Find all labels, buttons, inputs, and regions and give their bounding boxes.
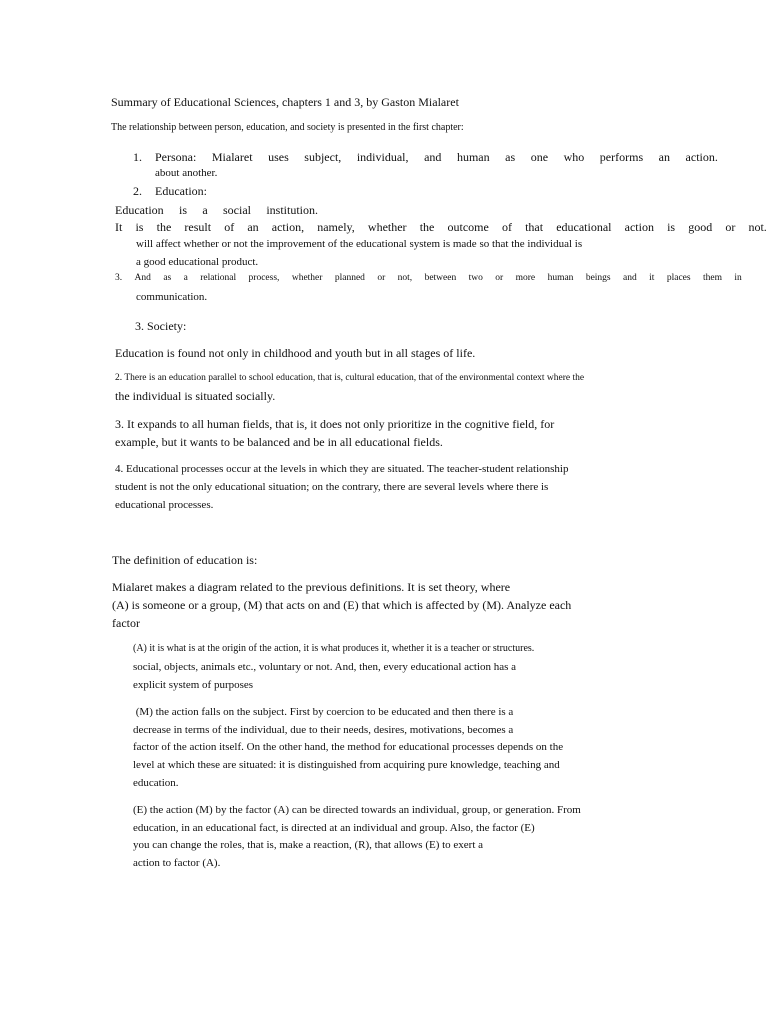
justified-word: human (456, 150, 490, 164)
justified-word: result (184, 220, 212, 234)
justified-word: good (688, 220, 713, 234)
justified-word: places (666, 273, 691, 283)
justified-word: beings (585, 273, 611, 283)
factor-m-line-5: education. (133, 777, 179, 789)
justified-word: a (202, 203, 208, 217)
justified-word: that (525, 220, 544, 234)
factor-e-line-2: education, in an educational fact, is directed at an individual and group. Also, the factor (E) (133, 822, 535, 834)
society-paragraph-2-line-2: the individual is situated socially. (115, 389, 276, 403)
factor-a-line-3: explicit system of purposes (133, 679, 254, 691)
society-paragraph-3-line-1: 3. It expands to all human fields, that is, it does not only prioritize in the cognitive field, for (115, 417, 555, 431)
justified-word: planned (334, 273, 365, 283)
justified-word: more (515, 273, 536, 283)
education-line-3 (115, 274, 742, 284)
factor-e-line-1: (E) the action (M) by the factor (A) can be directed towards an individual, group, or generation. From (133, 804, 581, 816)
justified-word: is (135, 220, 144, 234)
justified-word: And (134, 273, 151, 283)
justified-word: an (658, 150, 670, 164)
factor-m-line-4: level at which these are situated: it is distinguished from acquiring pure knowledge, teaching and (133, 759, 560, 771)
society-heading: 3. Society: (135, 319, 187, 333)
society-paragraph-1: Education is found not only in childhood and youth but in all stages of life. (115, 346, 476, 360)
justified-word: of (501, 220, 512, 234)
justified-word: as (163, 273, 172, 283)
justified-word: them (703, 273, 723, 283)
factor-e-line-4: action to factor (A). (133, 857, 221, 869)
justified-word: institution. (266, 203, 318, 217)
justified-word: relational (200, 273, 237, 283)
intro-line: The relationship between person, education, and society is presented in the first chapter: (111, 122, 464, 133)
society-paragraph-4-line-2: student is not the only educational situation; on the contrary, there are several levels where there is (115, 481, 549, 493)
justified-word: outcome (447, 220, 489, 234)
education-line-1 (115, 204, 318, 216)
justified-word: process, (248, 273, 280, 283)
justified-word: It (115, 220, 123, 234)
justified-word: individual, (356, 150, 409, 164)
justified-word: in (734, 273, 742, 283)
list-item-1-continuation: about another. (155, 167, 218, 179)
justified-word: who (563, 150, 585, 164)
education-line-2-cont-2: a good educational product. (136, 256, 259, 268)
factor-m-line-3: factor of the action itself. On the other hand, the method for educational processes depends on the (133, 741, 564, 753)
list-item-2-number: 2. (133, 184, 142, 198)
justified-word: between (424, 273, 457, 283)
justified-word: or (495, 273, 504, 283)
justified-word: action. (685, 150, 718, 164)
justified-word: it (649, 273, 655, 283)
justified-word: not. (748, 220, 767, 234)
education-line-2 (115, 221, 767, 233)
justified-word: an (247, 220, 259, 234)
justified-word: and (623, 273, 637, 283)
justified-word: is (178, 203, 187, 217)
definition-paragraph-line-1: Mialaret makes a diagram related to the previous definitions. It is set theory, where (112, 580, 511, 594)
education-line-3-cont: communication. (136, 291, 208, 303)
justified-word: human (547, 273, 574, 283)
education-line-2-cont-1: will affect whether or not the improvement of the educational system is made so that the individual is (136, 238, 583, 250)
definition-paragraph-line-2: (A) is someone or a group, (M) that acts on and (E) that which is affected by (M). Analyze each (112, 598, 572, 612)
justified-word: performs (599, 150, 644, 164)
justified-word: is (667, 220, 676, 234)
justified-word: social (222, 203, 251, 217)
justified-word: one (530, 150, 549, 164)
justified-word: Persona: (155, 150, 197, 164)
justified-word: or (377, 273, 386, 283)
society-paragraph-3-line-2: example, but it wants to be balanced and be in all educational fields. (115, 435, 443, 449)
definition-heading: The definition of education is: (112, 553, 258, 567)
justified-word: as (505, 150, 516, 164)
justified-word: a (183, 273, 188, 283)
justified-word: whether (367, 220, 407, 234)
list-item-2-text: Education: (155, 184, 207, 198)
justified-word: the (156, 220, 172, 234)
justified-word: action, (271, 220, 305, 234)
definition-paragraph-line-3: factor (112, 616, 140, 630)
factor-m-line-2: decrease in terms of the individual, due to their needs, desires, motivations, becomes a (133, 724, 514, 736)
justified-word: educational (556, 220, 612, 234)
justified-word: 3. (115, 273, 123, 283)
society-paragraph-4-line-3: educational processes. (115, 499, 214, 511)
justified-word: subject, (304, 150, 342, 164)
justified-word: Mialaret (211, 150, 253, 164)
justified-word: or (725, 220, 736, 234)
justified-word: of (224, 220, 235, 234)
justified-word: namely, (317, 220, 355, 234)
factor-a-line-2: social, objects, animals etc., voluntary or not. And, then, every educational action has a (133, 661, 517, 673)
justified-word: uses (268, 150, 289, 164)
list-item-1-number: 1. (133, 150, 142, 164)
justified-word: and (424, 150, 442, 164)
factor-a-line-1: (A) it is what is at the origin of the action, it is what produces it, whether it is a teacher or structures. (133, 643, 535, 654)
justified-word: the (419, 220, 435, 234)
factor-m-line-1: (M) the action falls on the subject. First by coercion to be educated and then there is a (133, 706, 514, 718)
document-title: Summary of Educational Sciences, chapters 1 and 3, by Gaston Mialaret (111, 95, 459, 109)
list-item-1-text (155, 151, 718, 163)
factor-e-line-3: you can change the roles, that is, make a reaction, (R), that allows (E) to exert a (133, 839, 484, 851)
justified-word: Education (115, 203, 164, 217)
society-paragraph-2-line-1: 2. There is an education parallel to school education, that is, cultural education, that of the environmental context where the (115, 373, 585, 383)
society-paragraph-4-line-1: 4. Educational processes occur at the levels in which they are situated. The teacher-student relationship (115, 463, 569, 475)
justified-word: action (624, 220, 654, 234)
justified-word: not, (397, 273, 413, 283)
justified-word: whether (291, 273, 323, 283)
justified-word: two (468, 273, 483, 283)
